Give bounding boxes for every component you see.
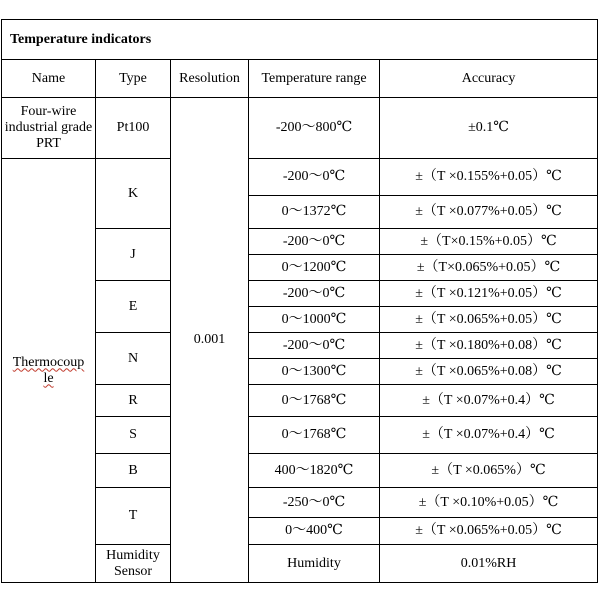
header-resolution: Resolution	[171, 60, 249, 98]
prt-type: Pt100	[96, 98, 171, 159]
n-accuracy-1: ±（T ×0.180%+0.08）℃	[380, 333, 598, 359]
e-range-2: 0～1000℃	[249, 307, 380, 333]
t-accuracy-1: ±（T ×0.10%+0.05）℃	[380, 488, 598, 518]
type-r: R	[96, 385, 171, 417]
b-accuracy-1: ±（T ×0.065%）℃	[380, 454, 598, 488]
n-accuracy-2: ±（T ×0.065%+0.08）℃	[380, 359, 598, 385]
j-range-2: 0～1200℃	[249, 255, 380, 281]
type-k: K	[96, 159, 171, 229]
k-accuracy-1: ±（T ×0.155%+0.05）℃	[380, 159, 598, 196]
e-accuracy-2: ±（T ×0.065%+0.05）℃	[380, 307, 598, 333]
k-accuracy-2: ±（T ×0.077%+0.05）℃	[380, 196, 598, 229]
header-temperature-range: Temperature range	[249, 60, 380, 98]
type-e: E	[96, 281, 171, 333]
humidity-resolution: 0.01%RH	[380, 545, 598, 583]
type-s: S	[96, 417, 171, 454]
n-range-1: -200～0℃	[249, 333, 380, 359]
shared-resolution: 0.001	[171, 98, 249, 583]
type-j: J	[96, 229, 171, 281]
b-range-1: 400～1820℃	[249, 454, 380, 488]
title-row	[2, 20, 598, 60]
humidity-name: Humidity Sensor	[96, 545, 171, 583]
header-accuracy: Accuracy	[380, 60, 598, 98]
j-accuracy-1: ±（T×0.15%+0.05）℃	[380, 229, 598, 255]
table-row-prt	[2, 98, 598, 159]
type-b: B	[96, 454, 171, 488]
thermocouple-name	[2, 159, 96, 583]
e-range-1: -200～0℃	[249, 281, 380, 307]
table-row-k-1	[2, 159, 598, 196]
s-range-1: 0～1768℃	[249, 417, 380, 454]
temperature-indicators-table	[1, 19, 598, 583]
type-n: N	[96, 333, 171, 385]
j-range-1: -200～0℃	[249, 229, 380, 255]
t-accuracy-2: ±（T ×0.065%+0.05）℃	[380, 518, 598, 545]
k-range-1: -200～0℃	[249, 159, 380, 196]
t-range-2: 0～400℃	[249, 518, 380, 545]
table-title: Temperature indicators	[2, 20, 598, 60]
type-t: T	[96, 488, 171, 545]
temperature-indicators-table-container	[1, 19, 597, 583]
header-row	[2, 60, 598, 98]
k-range-2: 0～1372℃	[249, 196, 380, 229]
thermocouple-name-part2: le	[43, 370, 54, 386]
n-range-2: 0～1300℃	[249, 359, 380, 385]
r-range-1: 0～1768℃	[249, 385, 380, 417]
prt-range: -200～800℃	[249, 98, 380, 159]
t-range-1: -250～0℃	[249, 488, 380, 518]
s-accuracy-1: ±（T ×0.07%+0.4）℃	[380, 417, 598, 454]
e-accuracy-1: ±（T ×0.121%+0.05）℃	[380, 281, 598, 307]
j-accuracy-2: ±（T×0.065%+0.05）℃	[380, 255, 598, 281]
thermocouple-name-part1: Thermocoup	[12, 354, 85, 370]
r-accuracy-1: ±（T ×0.07%+0.4）℃	[380, 385, 598, 417]
header-type: Type	[96, 60, 171, 98]
humidity-type: Humidity	[249, 545, 380, 583]
prt-accuracy: ±0.1℃	[380, 98, 598, 159]
prt-name: Four-wire industrial grade PRT	[2, 98, 96, 159]
header-name: Name	[2, 60, 96, 98]
